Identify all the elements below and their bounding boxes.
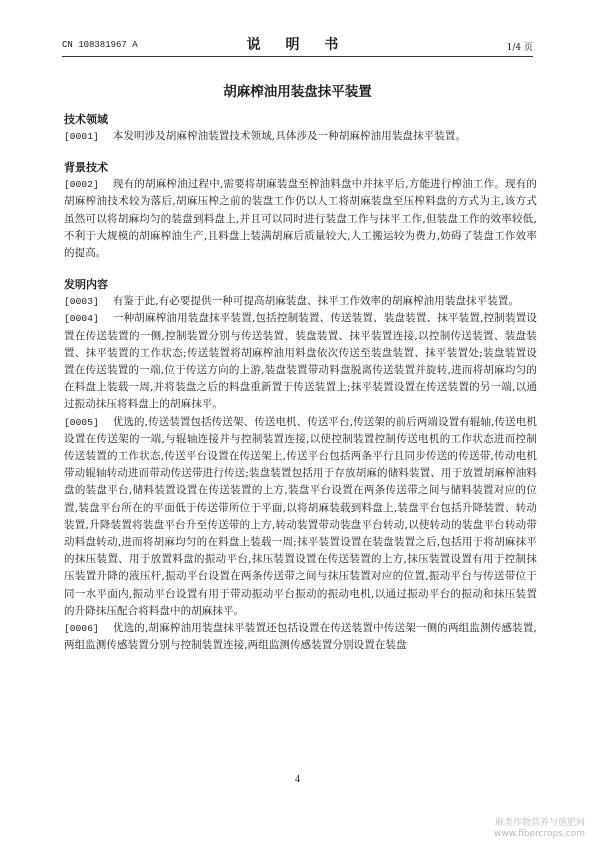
paragraph [64, 128, 537, 145]
paragraph-text: 一种胡麻榨油用装盘抹平装置,包括控制装置、传送装置、装盘装置、抹平装置,控制装置设置在传送装置的一侧,控制装置分别与传送装置、装盘装置、抹平装置连接,以控制传送装置、装盘装置、抹平装置的工作状态;传送装置将胡麻榨油用料盘依次传送至装盘装置、抹平装置处;装盘装置设置在传送装置的一端,位于传送方向的上游,装盘装置带动料盘脱离传送装置并旋转,进而将胡麻均匀的在料盘上装载一周,并将装盘之后的料盘重新置于传送装置上;抹平装置设置在传送装置的另一端,以通过振动抹压将料盘上的胡麻抹平。 [64, 312, 537, 411]
paragraph [64, 310, 537, 413]
paragraph-number: [0005] [64, 416, 99, 428]
document-body [64, 112, 537, 654]
watermark-line-1: 麻类作物营养与施肥网 [494, 818, 585, 828]
paragraph-number: [0006] [64, 623, 99, 635]
document-title: 胡麻榨油用装盘抹平装置 [223, 84, 372, 100]
section-heading-invention: 发明内容 [64, 278, 108, 292]
watermark-line-2: www.fibercrops.com [494, 829, 585, 839]
header-title: 说 明 书 [246, 37, 349, 53]
paragraph [64, 293, 537, 310]
paragraph-number: [0002] [64, 179, 99, 191]
section-heading-tech-field: 技术领域 [64, 113, 108, 126]
page-number: 4 [295, 774, 300, 785]
paragraph [64, 620, 537, 654]
paragraph-number: [0004] [64, 313, 99, 325]
page-indicator: 1/4 页 [506, 43, 533, 53]
watermark [494, 818, 585, 840]
paragraph [64, 176, 537, 262]
section-heading-background: 背景技术 [64, 161, 108, 175]
paragraph-text: 优选的,传送装置包括传送架、传送电机、传送平台,传送架的前后两端设置有辊轴,传送电机设置在传送架的一端,与辊轴连接并与控制装置连接,以使控制装置控制传送电机的工作状态进而控制传送装置的工作状态,传送平台设置在传送架上,传送平台包括两条平行且同步传送的传送带,传动电机带动辊轴转动进而带动传送带进行传送;装盘装置包括用于存放胡麻的储料装置、用于放置胡麻榨油料盘的装盘平台,储料装置设置在传送装置的上方,装盘平台设置在两条传送带之间与储料装置对应的位置,装盘平台所在的平面低于传送带所位于平面,以将胡麻装载到料盘上,装盘平台包括升降装置、转动装置,升降装置将装盘平台升至传送带的上方,转动装置带动装盘平台转动,以使转动的装盘平台转动带动料盘转动,进而将胡麻均匀的在料盘上装载一周;抹平装置设置在装盘装置之后,包括用于将胡麻抹平的抹压装置、用于放置料盘的振动平台,抹压装置设置在传送装置的上方,抹压装置设置有用于控制抹压装置升降的液压杆,振动平台设置在两条传送带之间与抹压装置对应的位置,振动平台与传送带位于同一水平面内,振动平台设置有用于带动振动平台振动的振动电机,以通过振动平台的振动和抹压装置的升降抹压配合将料盘中的胡麻抹平。 [64, 415, 537, 617]
paragraph-number: [0003] [64, 296, 99, 308]
paragraph-text: 有鉴于此,有必要提供一种可提高胡麻装盘、抹平工作效率的胡麻榨油用装盘抹平装置。 [112, 295, 520, 308]
page-header [62, 30, 533, 57]
paragraph-text: 现有的胡麻榨油过程中,需要将胡麻装盘至榨油料盘中并抹平后,方能进行榨油工作。现有的胡麻榨油技术较为落后,胡麻压榨之前的装盘工作仍以人工将胡麻装盘至压榨料盘的方式为主,该方式虽然可以将胡麻均匀的装盘到料盘上,并且可以同时进行装盘工作与抹平工作,但装盘工作的效率较低,不利于大规模的胡麻榨油生产,且料盘上装满胡麻后质量较大,人工搬运较为费力,妨碍了装盘工作效率的提高。 [64, 178, 537, 260]
paragraph-number: [0001] [64, 131, 99, 142]
document-id: CN 108381967 A [62, 40, 138, 50]
paragraph [64, 414, 537, 620]
paragraph-text: 本发明涉及胡麻榨油装置技术领域,具体涉及一种胡麻榨油用装盘抹平装置。 [112, 130, 467, 142]
paragraph-text: 优选的,胡麻榨油用装盘抹平装置还包括设置在传送装置中传送架一侧的两组监测传感装置,两组监测传感装置分别与控制装置连接,两组监测传感装置分别设置在装盘 [64, 622, 537, 652]
